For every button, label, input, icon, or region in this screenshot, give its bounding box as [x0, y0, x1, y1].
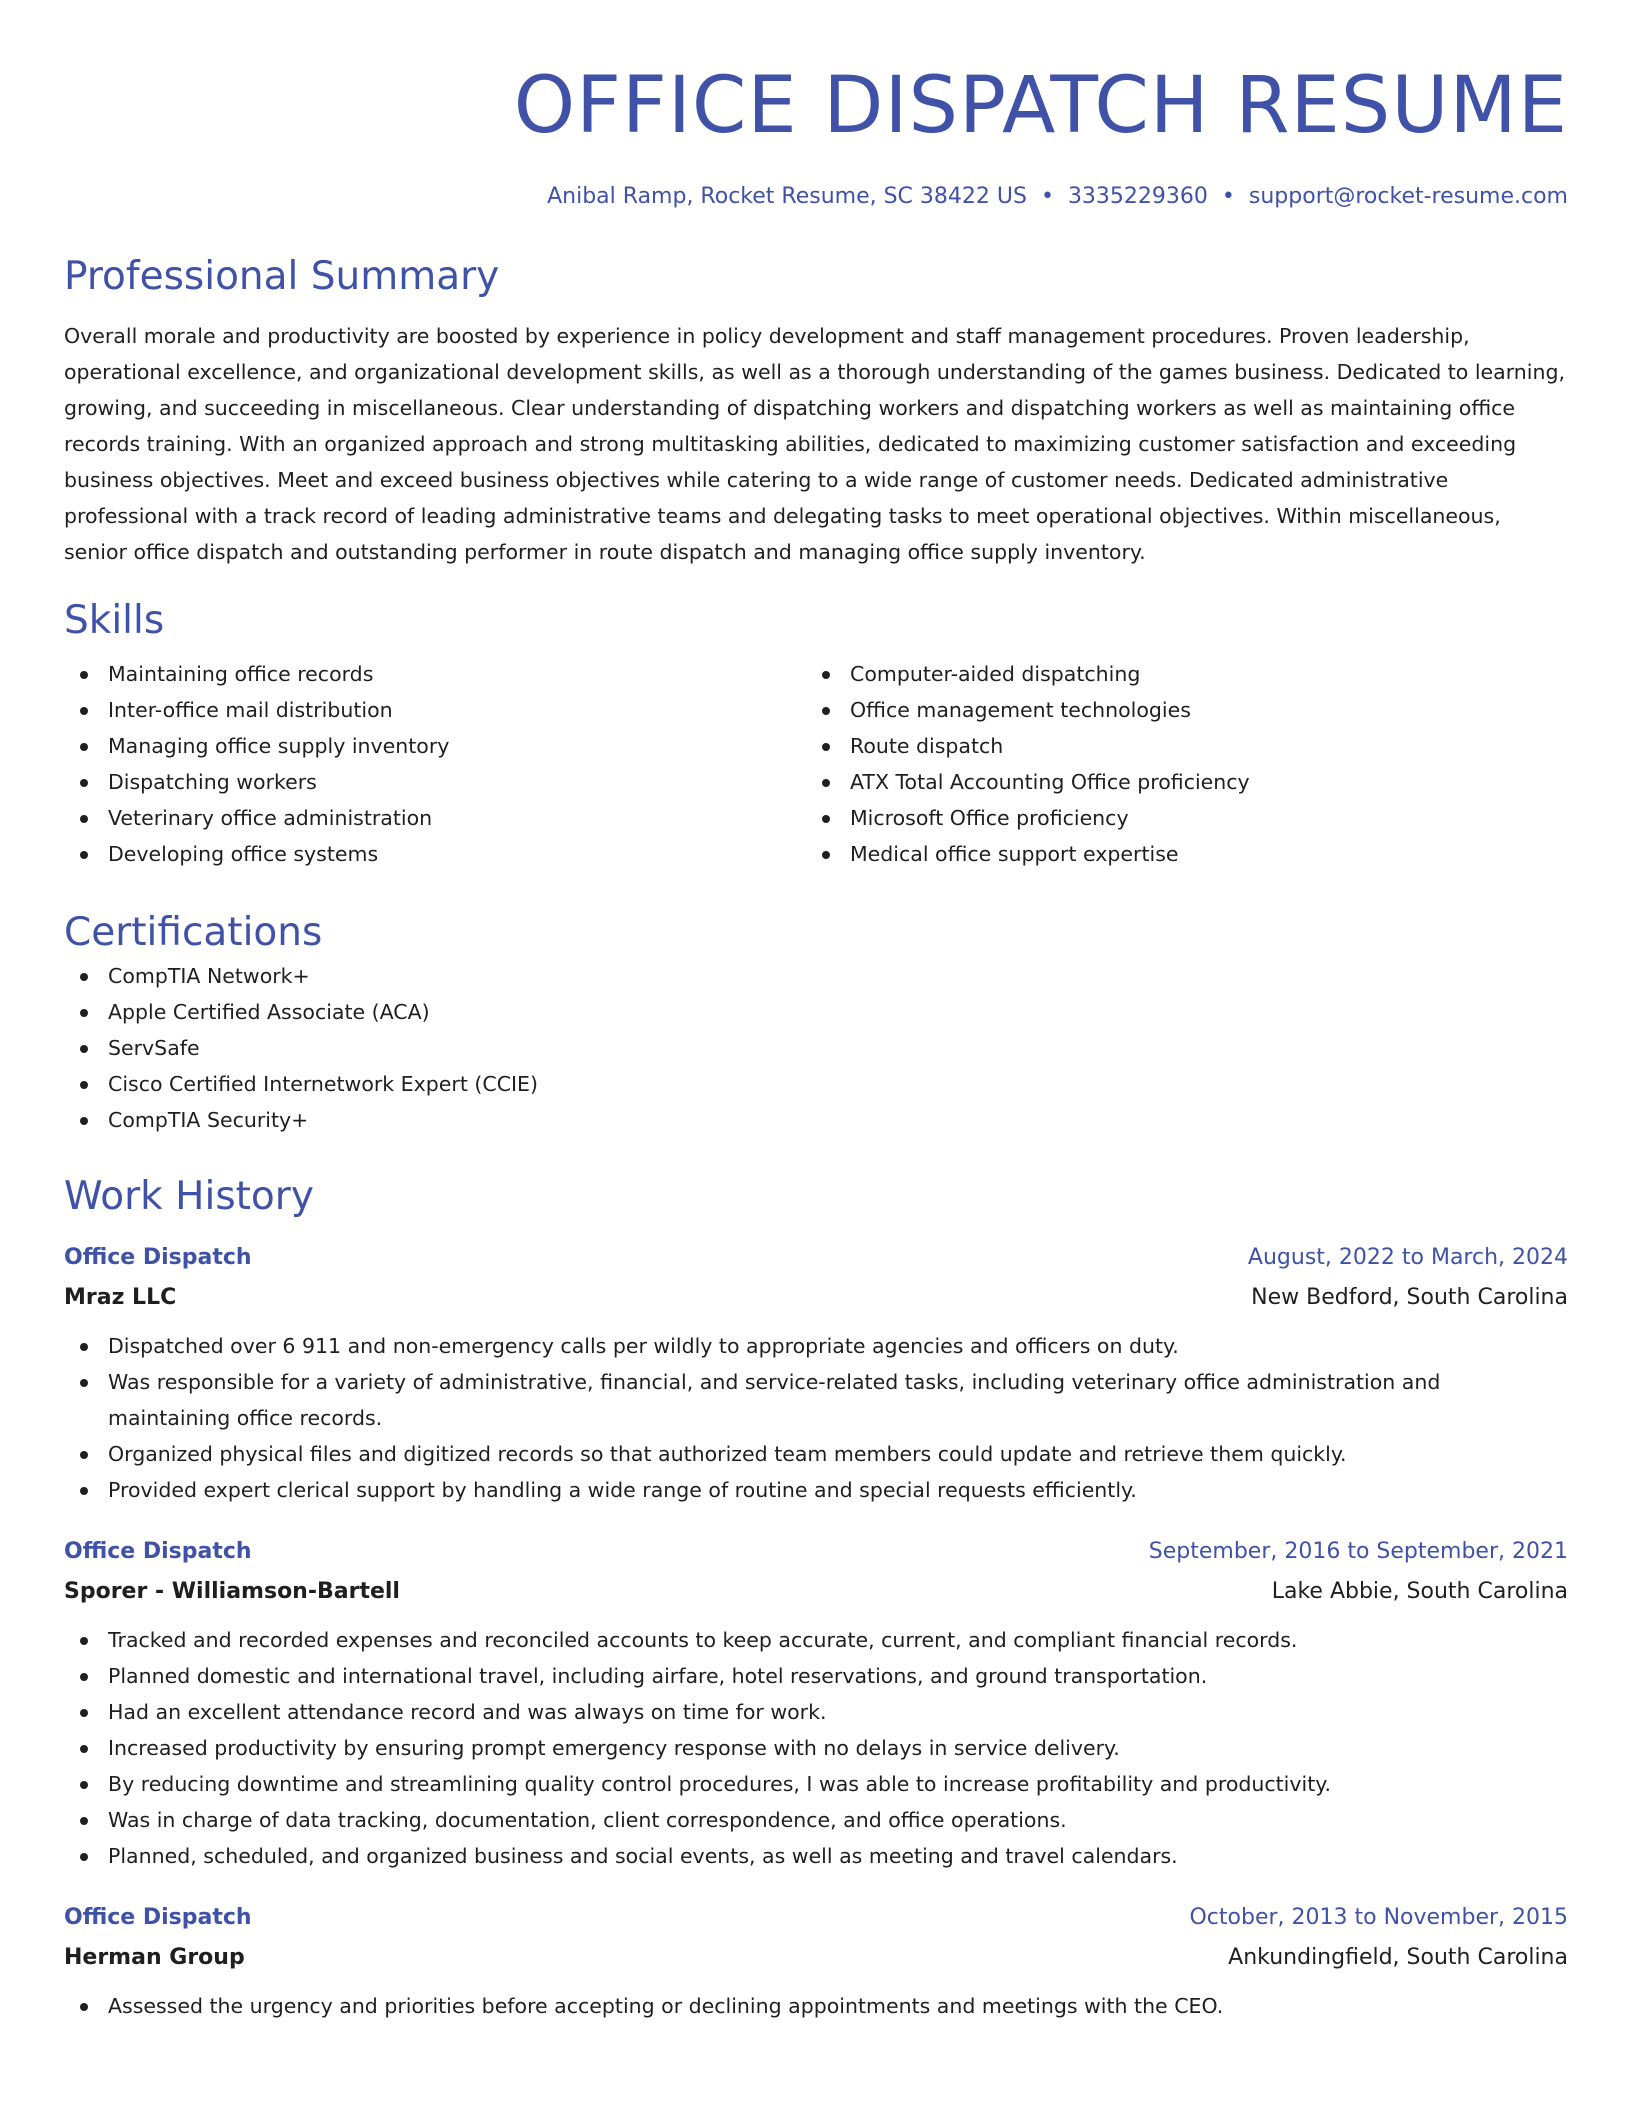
- job-bullet: Planned, scheduled, and organized business and social events, as well as meeting and travel calendars.: [64, 1838, 1568, 1874]
- skill-item: Computer-aided dispatching: [806, 656, 1568, 692]
- job-header-row: [64, 1532, 1568, 1572]
- job-bullets: [64, 1988, 1568, 2024]
- job-bullet: Tracked and recorded expenses and reconciled accounts to keep accurate, current, and compliant financial records.: [64, 1622, 1568, 1658]
- certification-item: ServSafe: [64, 1030, 1568, 1066]
- contact-line: [64, 182, 1568, 212]
- job-bullet: Had an excellent attendance record and was always on time for work.: [64, 1694, 1568, 1730]
- job-dates: September, 2016 to September, 2021: [1148, 1539, 1568, 1564]
- job-bullet: Provided expert clerical support by handling a wide range of routine and special requests efficiently.: [64, 1472, 1568, 1508]
- job-role: Office Dispatch: [64, 1245, 252, 1270]
- skill-item: Route dispatch: [806, 728, 1568, 764]
- skill-item: ATX Total Accounting Office proficiency: [806, 764, 1568, 800]
- job-company: Herman Group: [64, 1945, 245, 1970]
- summary-heading: Professional Summary: [64, 254, 500, 299]
- certifications-list: [64, 958, 1568, 1138]
- certification-item: Cisco Certified Internetwork Expert (CCIE): [64, 1066, 1568, 1102]
- job-bullet: Increased productivity by ensuring prompt emergency response with no delays in service delivery.: [64, 1730, 1568, 1766]
- job-bullet: Organized physical files and digitized records so that authorized team members could update and retrieve them quickly.: [64, 1436, 1568, 1472]
- job-bullet: Assessed the urgency and priorities before accepting or declining appointments and meetings with the CEO.: [64, 1988, 1568, 2024]
- job-role: Office Dispatch: [64, 1539, 252, 1564]
- contact-address: Anibal Ramp, Rocket Resume, SC 38422 US: [547, 184, 1027, 209]
- contact-phone: 3335229360: [1067, 184, 1208, 209]
- certification-item: CompTIA Security+: [64, 1102, 1568, 1138]
- skill-item: Managing office supply inventory: [64, 728, 806, 764]
- job-location: Lake Abbie, South Carolina: [1271, 1579, 1568, 1604]
- job-entry: [64, 1238, 1568, 1508]
- work-history-heading: Work History: [64, 1174, 314, 1219]
- skill-item: Developing office systems: [64, 836, 806, 872]
- contact-separator: •: [1040, 184, 1054, 209]
- job-dates: August, 2022 to March, 2024: [1247, 1245, 1568, 1270]
- certification-item: Apple Certified Associate (ACA): [64, 994, 1568, 1030]
- resume-title: OFFICE DISPATCH RESUME: [513, 61, 1568, 151]
- job-bullet: By reducing downtime and streamlining quality control procedures, I was able to increase profitability and productivity.: [64, 1766, 1568, 1802]
- skill-item: Office management technologies: [806, 692, 1568, 728]
- skill-item: Inter-office mail distribution: [64, 692, 806, 728]
- skill-item: Medical office support expertise: [806, 836, 1568, 872]
- job-location: Ankundingfield, South Carolina: [1228, 1945, 1568, 1970]
- skill-item: Dispatching workers: [64, 764, 806, 800]
- job-entry: [64, 1532, 1568, 1874]
- job-entry: [64, 1898, 1568, 2024]
- job-company: Sporer - Williamson-Bartell: [64, 1579, 400, 1604]
- skills-heading: Skills: [64, 598, 165, 643]
- skill-item: Veterinary office administration: [64, 800, 806, 836]
- skills-grid: [64, 656, 1568, 872]
- job-company-row: [64, 1938, 1568, 1978]
- job-bullets: [64, 1328, 1568, 1508]
- job-bullet: Was responsible for a variety of administrative, financial, and service-related tasks, including veterinary office administration and maintaining office records.: [64, 1364, 1568, 1436]
- skill-item: Microsoft Office proficiency: [806, 800, 1568, 836]
- certification-item: CompTIA Network+: [64, 958, 1568, 994]
- job-role: Office Dispatch: [64, 1905, 252, 1930]
- job-bullet: Was in charge of data tracking, documentation, client correspondence, and office operations.: [64, 1802, 1568, 1838]
- summary-text: Overall morale and productivity are boosted by experience in policy development and staff management procedures. Proven leadership, operational excellence, and organizational development skills, as well as a thorough understanding of the games business. Dedicated to learning, growing, and succeeding in miscellaneous. Clear understanding of dispatching workers and dispatching workers as well as maintaining office records training. With an organized approach and strong multitasking abilities, dedicated to maximizing customer satisfaction and exceeding business objectives. Meet and exceed business objectives while catering to a wide range of customer needs. Dedicated administrative professional with a track record of leading administrative teams and delegating tasks to meet operational objectives. Within miscellaneous, senior office dispatch and outstanding performer in route dispatch and managing office supply inventory.: [64, 324, 1566, 564]
- job-bullet: Planned domestic and international travel, including airfare, hotel reservations, and ground transportation.: [64, 1658, 1568, 1694]
- skills-list-left: [64, 656, 806, 872]
- job-company-row: [64, 1572, 1568, 1612]
- skill-item: Maintaining office records: [64, 656, 806, 692]
- contact-email[interactable]: support@rocket-resume.com: [1248, 184, 1568, 209]
- certifications-heading: Certifications: [64, 910, 323, 955]
- job-bullets: [64, 1622, 1568, 1874]
- job-location: New Bedford, South Carolina: [1251, 1285, 1568, 1310]
- job-bullet: Dispatched over 6 911 and non-emergency calls per wildly to appropriate agencies and officers on duty.: [64, 1328, 1568, 1364]
- job-company: Mraz LLC: [64, 1285, 177, 1310]
- job-header-row: [64, 1898, 1568, 1938]
- skills-list-right: [806, 656, 1568, 872]
- job-header-row: [64, 1238, 1568, 1278]
- job-dates: October, 2013 to November, 2015: [1189, 1905, 1568, 1930]
- job-company-row: [64, 1278, 1568, 1318]
- contact-separator: •: [1221, 184, 1235, 209]
